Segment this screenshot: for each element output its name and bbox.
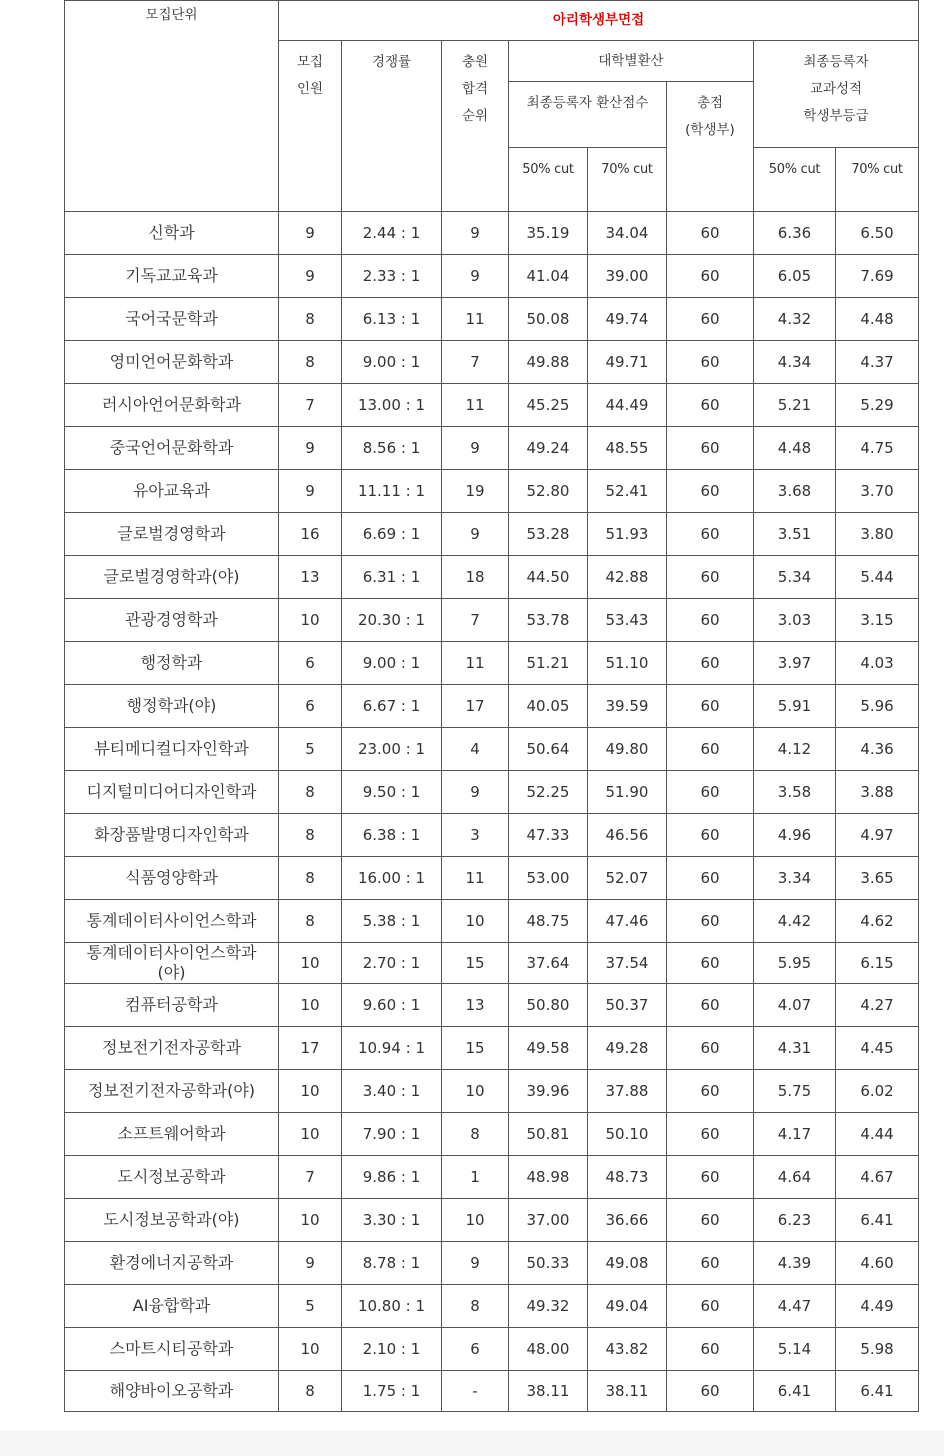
header-conversion: 대학별환산 [509, 41, 754, 82]
converted-cut70-cell: 50.10 [588, 1113, 667, 1156]
department-name-cell: 식품영양학과 [65, 857, 279, 900]
converted-cut50-cell: 48.75 [509, 900, 588, 943]
grade-cut70-cell: 4.37 [836, 341, 919, 384]
grade-cut70-cell: 5.96 [836, 685, 919, 728]
table-row [65, 513, 919, 556]
converted-cut50-cell: 50.80 [509, 984, 588, 1027]
grade-cut70-cell: 3.80 [836, 513, 919, 556]
total-score-cell: 60 [667, 599, 754, 642]
competition-rate-cell: 9.00 : 1 [342, 642, 442, 685]
converted-cut70-cell: 50.37 [588, 984, 667, 1027]
converted-cut50-cell: 48.98 [509, 1156, 588, 1199]
recruit-count-cell: 5 [279, 728, 342, 771]
waitlist-rank-cell: 8 [442, 1113, 509, 1156]
table-row [65, 1199, 919, 1242]
converted-cut70-cell: 52.07 [588, 857, 667, 900]
converted-cut50-cell: 48.00 [509, 1328, 588, 1371]
competition-rate-cell: 3.40 : 1 [342, 1070, 442, 1113]
recruit-count-cell: 8 [279, 814, 342, 857]
waitlist-rank-cell: 10 [442, 900, 509, 943]
grade-cut70-cell: 3.65 [836, 857, 919, 900]
total-score-cell: 60 [667, 1371, 754, 1412]
total-score-cell: 60 [667, 900, 754, 943]
waitlist-rank-cell: 19 [442, 470, 509, 513]
waitlist-rank-cell: 9 [442, 255, 509, 298]
table-row [65, 1285, 919, 1328]
competition-rate-cell: 2.10 : 1 [342, 1328, 442, 1371]
grade-cut70-cell: 6.41 [836, 1371, 919, 1412]
converted-cut50-cell: 53.78 [509, 599, 588, 642]
grade-cut50-cell: 5.21 [754, 384, 836, 427]
total-score-cell: 60 [667, 771, 754, 814]
grade-cut70-cell: 4.03 [836, 642, 919, 685]
header-competition: 경쟁률 [342, 41, 442, 212]
department-name-cell: 도시정보공학과(야) [65, 1199, 279, 1242]
department-name-cell: 도시정보공학과 [65, 1156, 279, 1199]
converted-cut50-cell: 35.19 [509, 212, 588, 255]
department-name-cell: 해양바이오공학과 [65, 1371, 279, 1412]
converted-cut50-cell: 49.88 [509, 341, 588, 384]
competition-rate-cell: 20.30 : 1 [342, 599, 442, 642]
recruit-count-cell: 5 [279, 1285, 342, 1328]
total-score-cell: 60 [667, 212, 754, 255]
competition-rate-cell: 6.31 : 1 [342, 556, 442, 599]
grade-cut50-cell: 4.64 [754, 1156, 836, 1199]
waitlist-rank-cell: 17 [442, 685, 509, 728]
grade-cut50-cell: 4.07 [754, 984, 836, 1027]
department-name-cell: 소프트웨어학과 [65, 1113, 279, 1156]
header-cut70: 70% cut [588, 148, 667, 212]
table-row [65, 1371, 919, 1412]
waitlist-rank-cell: 18 [442, 556, 509, 599]
grade-cut70-cell: 4.45 [836, 1027, 919, 1070]
recruit-count-cell: 8 [279, 298, 342, 341]
header-cut50: 50% cut [509, 148, 588, 212]
recruit-count-cell: 8 [279, 857, 342, 900]
grade-cut70-cell: 6.50 [836, 212, 919, 255]
competition-rate-cell: 7.90 : 1 [342, 1113, 442, 1156]
converted-cut70-cell: 48.55 [588, 427, 667, 470]
department-name-cell: 기독교교육과 [65, 255, 279, 298]
department-name-cell: 환경에너지공학과 [65, 1242, 279, 1285]
table-row [65, 814, 919, 857]
competition-rate-cell: 10.94 : 1 [342, 1027, 442, 1070]
converted-cut70-cell: 51.90 [588, 771, 667, 814]
recruit-count-cell: 10 [279, 1113, 342, 1156]
grade-cut50-cell: 4.32 [754, 298, 836, 341]
converted-cut70-cell: 51.93 [588, 513, 667, 556]
competition-rate-cell: 6.69 : 1 [342, 513, 442, 556]
converted-cut50-cell: 49.24 [509, 427, 588, 470]
converted-cut50-cell: 53.28 [509, 513, 588, 556]
waitlist-rank-cell: 4 [442, 728, 509, 771]
department-name-cell: AI융합학과 [65, 1285, 279, 1328]
converted-cut70-cell: 49.28 [588, 1027, 667, 1070]
total-score-cell: 60 [667, 1156, 754, 1199]
admission-results-table [64, 0, 919, 1412]
recruit-count-cell: 10 [279, 1328, 342, 1371]
table-row [65, 1242, 919, 1285]
table-row [65, 255, 919, 298]
grade-cut70-cell: 6.41 [836, 1199, 919, 1242]
grade-cut50-cell: 3.97 [754, 642, 836, 685]
header-grade-cut50: 50% cut [754, 148, 836, 212]
grade-cut70-cell: 5.98 [836, 1328, 919, 1371]
table-row [65, 1113, 919, 1156]
recruit-count-cell: 6 [279, 685, 342, 728]
table-row [65, 685, 919, 728]
recruit-count-cell: 7 [279, 1156, 342, 1199]
converted-cut50-cell: 50.08 [509, 298, 588, 341]
converted-cut70-cell: 39.00 [588, 255, 667, 298]
recruit-count-cell: 9 [279, 212, 342, 255]
waitlist-rank-cell: 13 [442, 984, 509, 1027]
total-score-cell: 60 [667, 857, 754, 900]
converted-cut50-cell: 49.32 [509, 1285, 588, 1328]
grade-cut50-cell: 6.41 [754, 1371, 836, 1412]
recruit-count-cell: 10 [279, 599, 342, 642]
recruit-count-cell: 9 [279, 1242, 342, 1285]
grade-cut70-cell: 3.70 [836, 470, 919, 513]
department-name-cell: 통계데이터사이언스학과 (야) [65, 943, 279, 984]
department-name-cell: 중국언어문화학과 [65, 427, 279, 470]
converted-cut50-cell: 53.00 [509, 857, 588, 900]
grade-cut70-cell: 4.27 [836, 984, 919, 1027]
waitlist-rank-cell: 10 [442, 1199, 509, 1242]
table-row [65, 427, 919, 470]
converted-cut70-cell: 49.71 [588, 341, 667, 384]
department-name-cell: 러시아언어문화학과 [65, 384, 279, 427]
total-score-cell: 60 [667, 1070, 754, 1113]
total-score-cell: 60 [667, 298, 754, 341]
grade-cut70-cell: 5.29 [836, 384, 919, 427]
total-score-cell: 60 [667, 1285, 754, 1328]
department-name-cell: 컴퓨터공학과 [65, 984, 279, 1027]
department-name-cell: 정보전기전자공학과(야) [65, 1070, 279, 1113]
total-score-cell: 60 [667, 685, 754, 728]
converted-cut70-cell: 48.73 [588, 1156, 667, 1199]
competition-rate-cell: 3.30 : 1 [342, 1199, 442, 1242]
converted-cut50-cell: 52.25 [509, 771, 588, 814]
grade-cut70-cell: 4.49 [836, 1285, 919, 1328]
total-score-cell: 60 [667, 814, 754, 857]
waitlist-rank-cell: 9 [442, 771, 509, 814]
recruit-count-cell: 8 [279, 771, 342, 814]
waitlist-rank-cell: 8 [442, 1285, 509, 1328]
grade-cut50-cell: 6.36 [754, 212, 836, 255]
department-name-cell: 행정학과(야) [65, 685, 279, 728]
total-score-cell: 60 [667, 470, 754, 513]
grade-cut50-cell: 3.51 [754, 513, 836, 556]
competition-rate-cell: 6.13 : 1 [342, 298, 442, 341]
competition-rate-cell: 8.78 : 1 [342, 1242, 442, 1285]
converted-cut70-cell: 44.49 [588, 384, 667, 427]
waitlist-rank-cell: 15 [442, 943, 509, 984]
header-unit: 모집단위 [65, 1, 279, 212]
competition-rate-cell: 9.86 : 1 [342, 1156, 442, 1199]
department-name-cell: 통계데이터사이언스학과 [65, 900, 279, 943]
converted-cut50-cell: 44.50 [509, 556, 588, 599]
recruit-count-cell: 9 [279, 427, 342, 470]
grade-cut50-cell: 5.91 [754, 685, 836, 728]
converted-cut70-cell: 39.59 [588, 685, 667, 728]
recruit-count-cell: 16 [279, 513, 342, 556]
converted-cut70-cell: 49.74 [588, 298, 667, 341]
grade-cut50-cell: 4.47 [754, 1285, 836, 1328]
table-row [65, 900, 919, 943]
recruit-count-cell: 6 [279, 642, 342, 685]
waitlist-rank-cell: 9 [442, 513, 509, 556]
header-waitlist: 충원 합격 순위 [442, 41, 509, 212]
waitlist-rank-cell: - [442, 1371, 509, 1412]
table-row [65, 771, 919, 814]
recruit-count-cell: 10 [279, 1199, 342, 1242]
department-name-cell: 뷰티메디컬디자인학과 [65, 728, 279, 771]
waitlist-rank-cell: 11 [442, 857, 509, 900]
department-name-cell: 글로벌경영학과 [65, 513, 279, 556]
converted-cut70-cell: 53.43 [588, 599, 667, 642]
converted-cut70-cell: 42.88 [588, 556, 667, 599]
table-row [65, 341, 919, 384]
table-row [65, 470, 919, 513]
table-row [65, 599, 919, 642]
converted-cut50-cell: 39.96 [509, 1070, 588, 1113]
total-score-cell: 60 [667, 642, 754, 685]
recruit-count-cell: 8 [279, 341, 342, 384]
competition-rate-cell: 9.60 : 1 [342, 984, 442, 1027]
converted-cut50-cell: 52.80 [509, 470, 588, 513]
converted-cut70-cell: 49.08 [588, 1242, 667, 1285]
competition-rate-cell: 10.80 : 1 [342, 1285, 442, 1328]
department-name-cell: 정보전기전자공학과 [65, 1027, 279, 1070]
converted-cut70-cell: 37.88 [588, 1070, 667, 1113]
total-score-cell: 60 [667, 1027, 754, 1070]
total-score-cell: 60 [667, 1199, 754, 1242]
waitlist-rank-cell: 11 [442, 298, 509, 341]
competition-rate-cell: 8.56 : 1 [342, 427, 442, 470]
waitlist-rank-cell: 6 [442, 1328, 509, 1371]
table-row [65, 984, 919, 1027]
competition-rate-cell: 9.50 : 1 [342, 771, 442, 814]
department-name-cell: 화장품발명디자인학과 [65, 814, 279, 857]
header-total: 총점 (학생부) [667, 82, 754, 212]
grade-cut70-cell: 5.44 [836, 556, 919, 599]
total-score-cell: 60 [667, 943, 754, 984]
total-score-cell: 60 [667, 984, 754, 1027]
competition-rate-cell: 16.00 : 1 [342, 857, 442, 900]
grade-cut50-cell: 3.68 [754, 470, 836, 513]
table-row [65, 943, 919, 984]
competition-rate-cell: 2.33 : 1 [342, 255, 442, 298]
converted-cut50-cell: 37.00 [509, 1199, 588, 1242]
grade-cut50-cell: 4.96 [754, 814, 836, 857]
waitlist-rank-cell: 10 [442, 1070, 509, 1113]
table-row [65, 1328, 919, 1371]
competition-rate-cell: 9.00 : 1 [342, 341, 442, 384]
grade-cut50-cell: 3.34 [754, 857, 836, 900]
converted-cut50-cell: 50.64 [509, 728, 588, 771]
converted-cut50-cell: 49.58 [509, 1027, 588, 1070]
converted-cut70-cell: 46.56 [588, 814, 667, 857]
table-row [65, 556, 919, 599]
total-score-cell: 60 [667, 384, 754, 427]
grade-cut50-cell: 5.34 [754, 556, 836, 599]
total-score-cell: 60 [667, 427, 754, 470]
competition-rate-cell: 23.00 : 1 [342, 728, 442, 771]
header-final-converted: 최종등록자 환산점수 [509, 82, 667, 148]
table-row [65, 298, 919, 341]
total-score-cell: 60 [667, 1242, 754, 1285]
converted-cut50-cell: 50.81 [509, 1113, 588, 1156]
grade-cut70-cell: 4.36 [836, 728, 919, 771]
converted-cut70-cell: 37.54 [588, 943, 667, 984]
total-score-cell: 60 [667, 513, 754, 556]
waitlist-rank-cell: 7 [442, 341, 509, 384]
competition-rate-cell: 6.38 : 1 [342, 814, 442, 857]
department-name-cell: 국어국문학과 [65, 298, 279, 341]
converted-cut70-cell: 49.80 [588, 728, 667, 771]
waitlist-rank-cell: 9 [442, 212, 509, 255]
table-row [65, 212, 919, 255]
converted-cut70-cell: 43.82 [588, 1328, 667, 1371]
grade-cut50-cell: 6.23 [754, 1199, 836, 1242]
recruit-count-cell: 8 [279, 1371, 342, 1412]
table-row [65, 384, 919, 427]
grade-cut50-cell: 3.03 [754, 599, 836, 642]
converted-cut70-cell: 47.46 [588, 900, 667, 943]
recruit-count-cell: 9 [279, 470, 342, 513]
grade-cut50-cell: 3.58 [754, 771, 836, 814]
converted-cut70-cell: 52.41 [588, 470, 667, 513]
waitlist-rank-cell: 7 [442, 599, 509, 642]
waitlist-rank-cell: 11 [442, 384, 509, 427]
converted-cut50-cell: 50.33 [509, 1242, 588, 1285]
total-score-cell: 60 [667, 1328, 754, 1371]
grade-cut70-cell: 4.75 [836, 427, 919, 470]
department-name-cell: 유아교육과 [65, 470, 279, 513]
total-score-cell: 60 [667, 728, 754, 771]
total-score-cell: 60 [667, 255, 754, 298]
waitlist-rank-cell: 11 [442, 642, 509, 685]
department-name-cell: 글로벌경영학과(야) [65, 556, 279, 599]
competition-rate-cell: 1.75 : 1 [342, 1371, 442, 1412]
competition-rate-cell: 2.70 : 1 [342, 943, 442, 984]
total-score-cell: 60 [667, 556, 754, 599]
recruit-count-cell: 8 [279, 900, 342, 943]
table-header [65, 1, 919, 212]
grade-cut50-cell: 4.34 [754, 341, 836, 384]
grade-cut50-cell: 4.39 [754, 1242, 836, 1285]
grade-cut70-cell: 4.97 [836, 814, 919, 857]
table-row [65, 1070, 919, 1113]
converted-cut50-cell: 47.33 [509, 814, 588, 857]
department-name-cell: 행정학과 [65, 642, 279, 685]
converted-cut70-cell: 36.66 [588, 1199, 667, 1242]
converted-cut50-cell: 40.05 [509, 685, 588, 728]
grade-cut50-cell: 4.31 [754, 1027, 836, 1070]
table-row [65, 728, 919, 771]
grade-cut70-cell: 6.15 [836, 943, 919, 984]
waitlist-rank-cell: 15 [442, 1027, 509, 1070]
waitlist-rank-cell: 9 [442, 427, 509, 470]
converted-cut50-cell: 38.11 [509, 1371, 588, 1412]
converted-cut50-cell: 37.64 [509, 943, 588, 984]
grade-cut70-cell: 4.67 [836, 1156, 919, 1199]
converted-cut70-cell: 38.11 [588, 1371, 667, 1412]
grade-cut50-cell: 5.75 [754, 1070, 836, 1113]
department-name-cell: 관광경영학과 [65, 599, 279, 642]
converted-cut50-cell: 45.25 [509, 384, 588, 427]
department-name-cell: 영미언어문화학과 [65, 341, 279, 384]
converted-cut50-cell: 51.21 [509, 642, 588, 685]
grade-cut70-cell: 3.88 [836, 771, 919, 814]
table-row [65, 642, 919, 685]
converted-cut70-cell: 51.10 [588, 642, 667, 685]
waitlist-rank-cell: 9 [442, 1242, 509, 1285]
recruit-count-cell: 10 [279, 1070, 342, 1113]
department-name-cell: 스마트시티공학과 [65, 1328, 279, 1371]
header-admission-type: 아리학생부면접 [279, 1, 919, 41]
grade-cut50-cell: 4.48 [754, 427, 836, 470]
department-name-cell: 디지털미디어디자인학과 [65, 771, 279, 814]
grade-cut50-cell: 4.42 [754, 900, 836, 943]
table-row [65, 1027, 919, 1070]
grade-cut70-cell: 6.02 [836, 1070, 919, 1113]
grade-cut50-cell: 6.05 [754, 255, 836, 298]
header-grade: 최종등록자 교과성적 학생부등급 [754, 41, 919, 148]
table-body [65, 212, 919, 1412]
waitlist-rank-cell: 1 [442, 1156, 509, 1199]
header-grade-cut70: 70% cut [836, 148, 919, 212]
grade-cut50-cell: 5.95 [754, 943, 836, 984]
competition-rate-cell: 11.11 : 1 [342, 470, 442, 513]
competition-rate-cell: 6.67 : 1 [342, 685, 442, 728]
grade-cut70-cell: 3.15 [836, 599, 919, 642]
total-score-cell: 60 [667, 341, 754, 384]
converted-cut50-cell: 41.04 [509, 255, 588, 298]
grade-cut70-cell: 4.60 [836, 1242, 919, 1285]
competition-rate-cell: 5.38 : 1 [342, 900, 442, 943]
competition-rate-cell: 13.00 : 1 [342, 384, 442, 427]
recruit-count-cell: 10 [279, 984, 342, 1027]
department-name-cell: 신학과 [65, 212, 279, 255]
recruit-count-cell: 10 [279, 943, 342, 984]
grade-cut70-cell: 7.69 [836, 255, 919, 298]
waitlist-rank-cell: 3 [442, 814, 509, 857]
converted-cut70-cell: 49.04 [588, 1285, 667, 1328]
table-row [65, 1156, 919, 1199]
table-row [65, 857, 919, 900]
converted-cut70-cell: 34.04 [588, 212, 667, 255]
recruit-count-cell: 13 [279, 556, 342, 599]
grade-cut70-cell: 4.44 [836, 1113, 919, 1156]
grade-cut70-cell: 4.62 [836, 900, 919, 943]
competition-rate-cell: 2.44 : 1 [342, 212, 442, 255]
grade-cut50-cell: 5.14 [754, 1328, 836, 1371]
grade-cut50-cell: 4.17 [754, 1113, 836, 1156]
total-score-cell: 60 [667, 1113, 754, 1156]
grade-cut70-cell: 4.48 [836, 298, 919, 341]
header-recruit: 모집 인원 [279, 41, 342, 212]
grade-cut50-cell: 4.12 [754, 728, 836, 771]
recruit-count-cell: 17 [279, 1027, 342, 1070]
recruit-count-cell: 7 [279, 384, 342, 427]
recruit-count-cell: 9 [279, 255, 342, 298]
